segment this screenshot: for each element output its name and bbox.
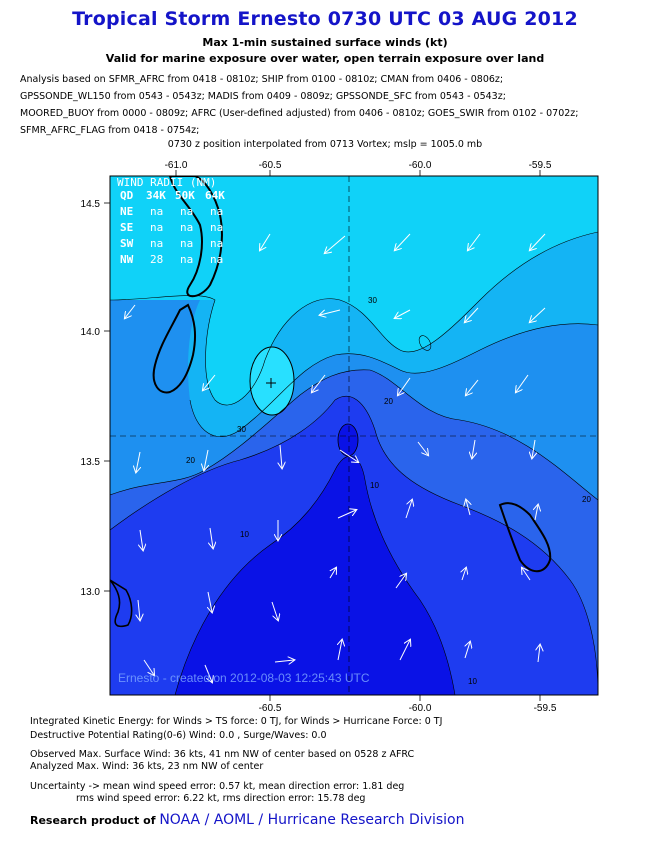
contour-label: 20 — [186, 456, 195, 465]
ike-line: Integrated Kinetic Energy: for Winds > TS force: 0 TJ, for Winds > Hurricane Force: 0 TJ — [30, 716, 443, 727]
map-watermark: Ernesto - created on 2012-08-03 12:25:43 UTC — [118, 671, 370, 685]
lat-label: 14.0 — [80, 327, 100, 338]
lon-label: -60.5 — [258, 703, 282, 714]
lon-label: -60.0 — [408, 703, 432, 714]
wind-radii-cell: na — [210, 205, 224, 218]
rms-error-line: rms wind speed error: 6.22 kt, rms direction error: 15.78 deg — [76, 793, 366, 804]
wind-radii-cell: na — [180, 237, 194, 250]
analysis-line: Analysis based on SFMR_AFRC from 0418 - 0810z; SHIP from 0100 - 0810z; CMAN from 0406 - 0806z; — [20, 74, 504, 85]
map-subtitle: Max 1-min sustained surface winds (kt) — [202, 36, 448, 49]
lon-label: -59.5 — [528, 160, 552, 171]
lon-label: -60.5 — [258, 160, 282, 171]
wind-radii-cell: na — [150, 221, 164, 234]
wind-radii-title: WIND RADII (NM) — [117, 176, 217, 189]
wind-radii-cell: na — [180, 221, 194, 234]
wind-radii-cell: NE — [120, 205, 134, 218]
wind-radii-cell: na — [150, 237, 164, 250]
contour-label: 10 — [240, 530, 249, 539]
wind-radii-header: 64K — [205, 189, 225, 202]
analysis-line: MOORED_BUOY from 0000 - 0809z; AFRC (User-defined adjusted) from 0406 - 0810z; GOES_SWIR from 0102 - 0702z; — [20, 108, 579, 119]
wind-radii-cell: na — [180, 205, 194, 218]
wind-radii-cell: NW — [120, 253, 134, 266]
contour-label: 30 — [237, 425, 246, 434]
wind-radii-cell: na — [180, 253, 194, 266]
wind-radii-header: 34K — [146, 189, 166, 202]
lon-label: -61.0 — [164, 160, 188, 171]
wind-radii-cell: na — [150, 205, 164, 218]
analysis-line: GPSSONDE_WL150 from 0543 - 0543z; MADIS from 0409 - 0809z; GPSSONDE_SFC from 0543 - 0543z; — [20, 91, 506, 102]
wind-radii-cell: SE — [120, 221, 134, 234]
position-note: 0730 z position interpolated from 0713 Vortex; mslp = 1005.0 mb — [167, 139, 483, 150]
wind-radii-header: 50K — [175, 189, 195, 202]
credit-line — [30, 812, 464, 828]
credit-prefix: Research product of — [30, 814, 156, 827]
lat-label: 13.0 — [80, 587, 100, 598]
contour-label: 20 — [582, 495, 591, 504]
analyzed-max-wind: Analyzed Max. Wind: 36 kts, 23 nm NW of center — [30, 761, 264, 772]
map-subtitle-exposure: Valid for marine exposure over water, open terrain exposure over land — [105, 52, 545, 65]
wind-radii-cell: na — [210, 237, 224, 250]
lat-label: 14.5 — [80, 199, 100, 210]
contour-label: 10 — [468, 677, 477, 686]
contour-label: 20 — [384, 397, 393, 406]
lon-label: -60.0 — [408, 160, 432, 171]
map-title: Tropical Storm Ernesto 0730 UTC 03 AUG 2012 — [72, 8, 578, 30]
contour-label: 10 — [370, 481, 379, 490]
observed-max-wind: Observed Max. Surface Wind: 36 kts, 41 nm NW of center based on 0528 z AFRC — [30, 749, 415, 760]
wind-radii-cell: na — [210, 253, 224, 266]
wind-radii-cell: na — [210, 221, 224, 234]
analysis-line: SFMR_AFRC_FLAG from 0418 - 0754z; — [20, 125, 200, 136]
wind-radii-cell: SW — [120, 237, 134, 250]
uncertainty-line: Uncertainty -> mean wind speed error: 0.57 kt, mean direction error: 1.81 deg — [30, 781, 405, 792]
lon-label: -59.5 — [533, 703, 557, 714]
wind-radii-cell: 28 — [150, 253, 164, 266]
wind-radii-header: QD — [120, 189, 134, 202]
dpr-line: Destructive Potential Rating(0-6) Wind: 0.0 , Surge/Waves: 0.0 — [30, 730, 327, 741]
contour-label: 30 — [368, 296, 377, 305]
credit-org-link[interactable]: NOAA / AOML / Hurricane Research Division — [159, 812, 465, 828]
lat-label: 13.5 — [80, 457, 100, 468]
